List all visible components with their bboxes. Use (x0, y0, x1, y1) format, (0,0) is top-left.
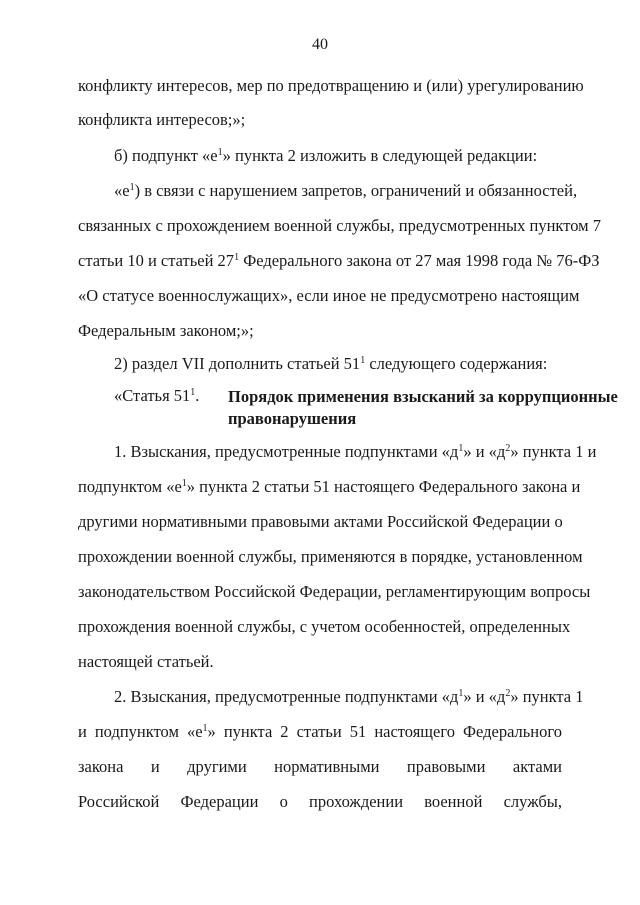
page-number: 40 (312, 36, 328, 53)
text-line: подпунктом «$е^1$» пункта 2 статьи 51 настоящего Федерального закона и (78, 477, 581, 496)
text-line: б) подпункт «$е^1$» пункта 2 изложить в следующей редакции: (114, 146, 538, 165)
text-line: Российской Федерации о прохождении военной службы, (78, 792, 562, 811)
text-line: прохождения военной службы, с учетом особенностей, определенных (78, 617, 571, 636)
text-line: закона и другими нормативными правовыми актами (78, 757, 562, 776)
text-line: и подпунктом «$е^1$» пункта 2 статьи 51 настоящего Федерального (78, 722, 562, 741)
text-line: законодательством Российской Федерации, регламентирующим вопросы (78, 582, 591, 601)
text-line: «$е^1$) в связи с нарушением запретов, ограничений и обязанностей, (114, 181, 578, 200)
text-line: связанных с прохождением военной службы, предусмотренных пунктом 7 (78, 216, 601, 235)
text-line: другими нормативными правовыми актами Российской Федерации о (78, 512, 563, 531)
text-line: конфликта интересов;»; (78, 110, 246, 129)
text-line: Федеральным законом;»; (78, 321, 254, 340)
text-line: прохождении военной службы, применяются в порядке, установленном (78, 547, 583, 566)
text-line: конфликту интересов, мер по предотвращению и (или) урегулированию (78, 76, 584, 95)
text-line: 2) раздел VII дополнить статьей $51^1$ следующего содержания: (114, 354, 548, 373)
article-label: «Статья $51^1$. (114, 386, 200, 405)
text-line: настоящей статьей. (78, 652, 214, 671)
text-line: 2. Взыскания, предусмотренные подпунктами «$д^1$» и «$д^2$» пункта 1 (114, 687, 584, 706)
text-line: 1. Взыскания, предусмотренные подпунктами «$д^1$» и «$д^2$» пункта 1 и (114, 442, 597, 461)
article-title: Порядок применения взысканий за коррупционные правонарушения (228, 387, 618, 428)
text-line: статьи 10 и статьей $27^1$ Федерального закона от 27 мая 1998 года № 76-ФЗ (78, 251, 600, 270)
text-line: «О статусе военнослужащих», если иное не предусмотрено настоящим (78, 286, 580, 305)
